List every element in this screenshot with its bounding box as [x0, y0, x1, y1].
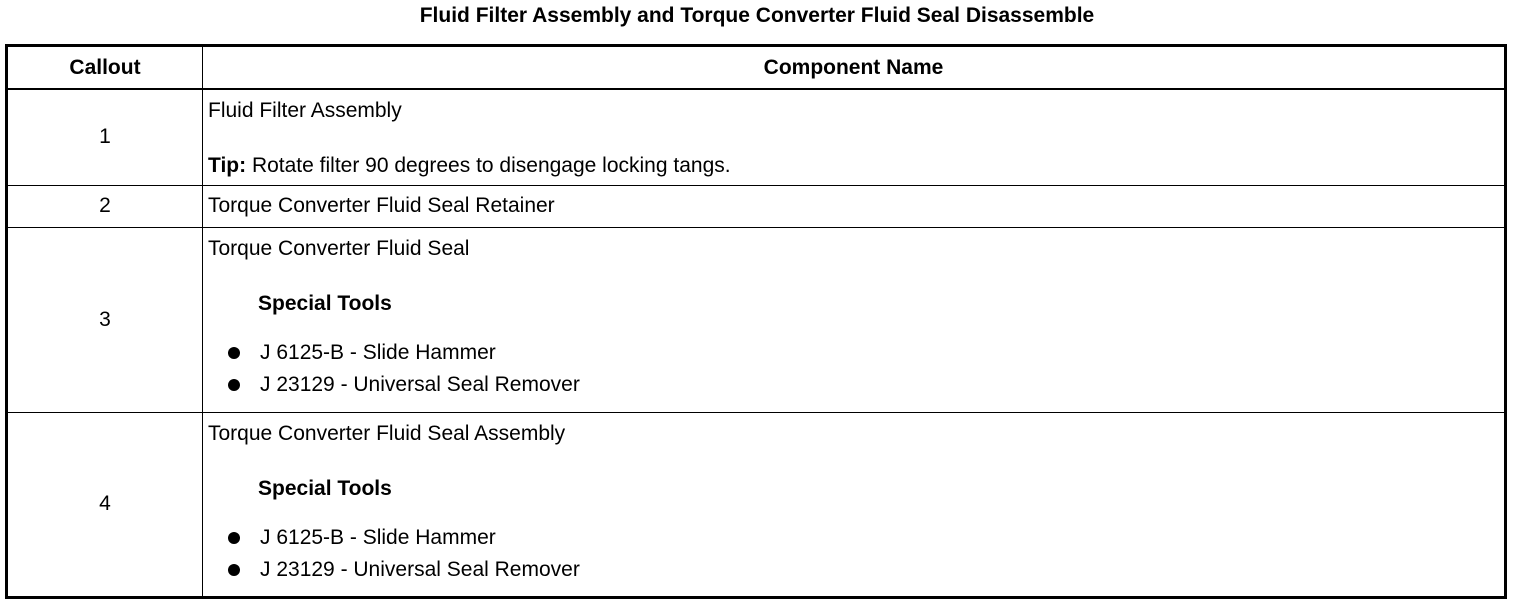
component-cell: [203, 89, 1506, 185]
list-item: J 23129 - Universal Seal Remover: [208, 369, 1504, 401]
special-tools-heading: Special Tools: [258, 291, 392, 315]
component-name: Torque Converter Fluid Seal Assembly: [208, 421, 566, 445]
tip-label: Tip:: [208, 154, 247, 177]
tip-note: [208, 155, 1504, 177]
table-row: [7, 89, 1506, 185]
document-title: Fluid Filter Assembly and Torque Converter Fluid Seal Disassemble: [419, 4, 1095, 27]
table-row: [7, 412, 1506, 597]
component-cell: [203, 227, 1506, 412]
table-header-row: [7, 46, 1506, 90]
bullet-icon: [228, 532, 240, 544]
list-item: J 23129 - Universal Seal Remover: [208, 554, 1504, 586]
callout-header: Callout: [7, 46, 203, 90]
component-name-header: Component Name: [203, 46, 1506, 90]
bullet-icon: [228, 347, 240, 359]
special-tools-list: [208, 522, 1504, 586]
table-row: [7, 185, 1506, 227]
component-name: Fluid Filter Assembly: [208, 99, 402, 122]
bullet-icon: [228, 564, 240, 576]
callout-cell: 1: [7, 89, 203, 185]
callout-cell: 4: [7, 412, 203, 597]
component-table: [5, 44, 1507, 599]
callout-cell: 3: [7, 227, 203, 412]
special-tools-heading: Special Tools: [258, 476, 392, 500]
callout-cell: 2: [7, 185, 203, 227]
special-tools-list: [208, 337, 1504, 401]
bullet-icon: [228, 379, 240, 391]
list-item: J 6125-B - Slide Hammer: [208, 522, 1504, 554]
component-cell: [203, 185, 1506, 227]
list-item: J 6125-B - Slide Hammer: [208, 337, 1504, 369]
table-row: [7, 227, 1506, 412]
component-name: Torque Converter Fluid Seal: [208, 236, 470, 260]
component-name: Torque Converter Fluid Seal Retainer: [208, 194, 555, 217]
component-cell: [203, 412, 1506, 597]
tip-text: Rotate filter 90 degrees to disengage locking tangs.: [246, 154, 731, 177]
